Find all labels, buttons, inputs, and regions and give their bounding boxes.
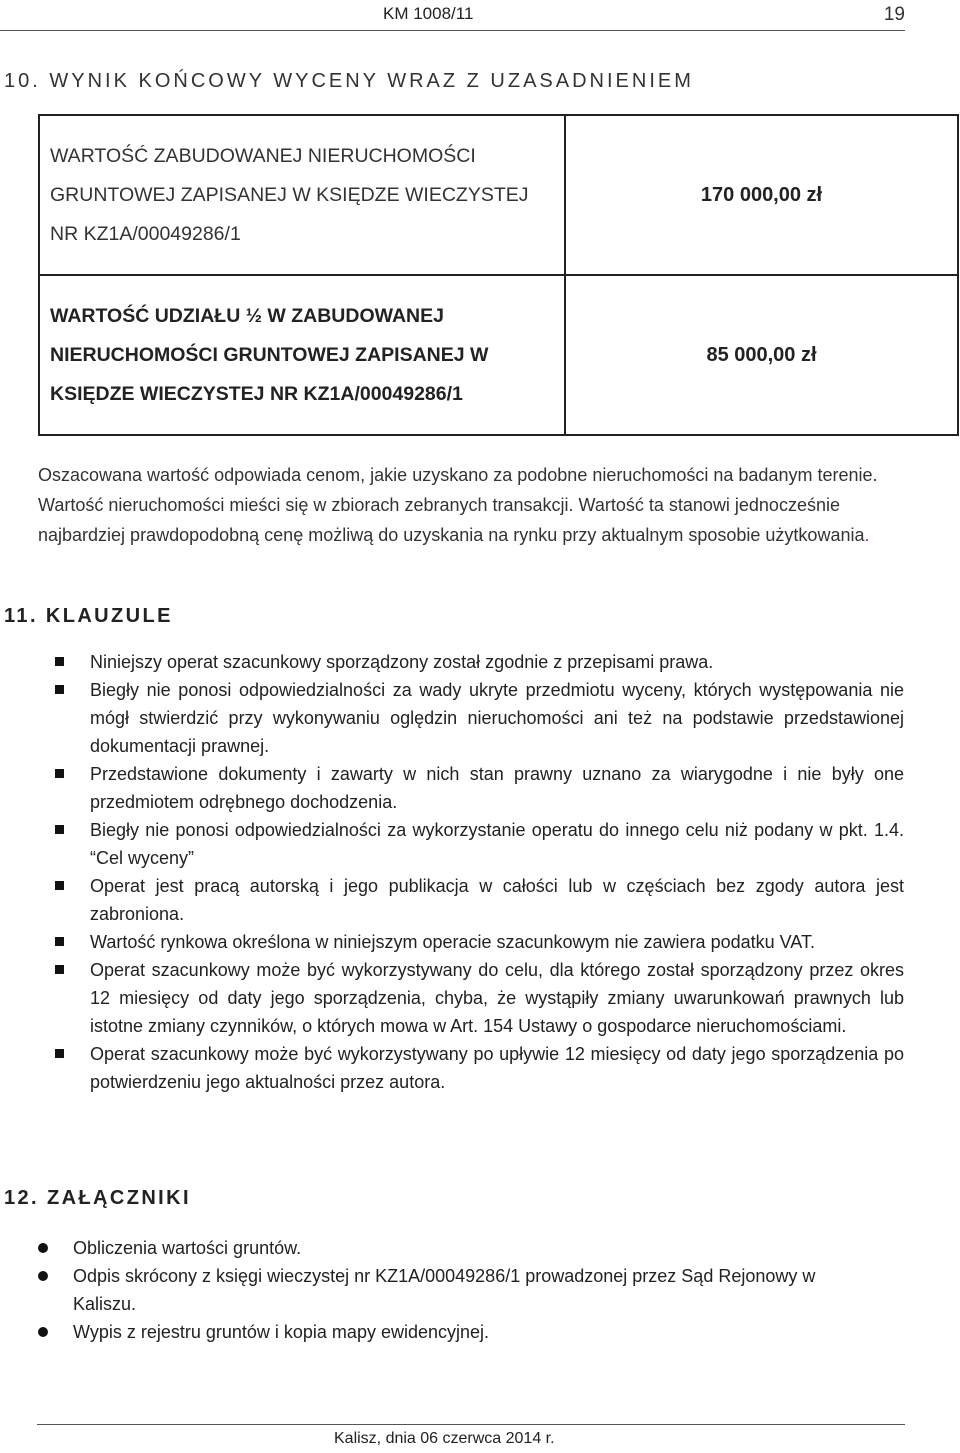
table-row xyxy=(39,115,958,275)
square-bullet-icon xyxy=(55,657,64,666)
section-10-heading xyxy=(4,70,694,93)
valuation-label: WARTOŚĆ ZABUDOWANEJ NIERUCHOMOŚCI GRUNTOWEJ ZAPISANEJ W KSIĘDZE WIECZYSTEJ NR KZ1A/00049286/1 xyxy=(39,115,565,275)
justification-text: Oszacowana wartość odpowiada cenom, jakie uzyskano za podobne nieruchomości na badanym terenie. Wartość nieruchomości mieści się w zbiorach zebranych transakcji. Wartość ta stanowi jednocześnie najbardziej prawdopodobną cenę możliwą do uzyskania na rynku przy aktualnym sposobie użytkowania xyxy=(38,465,878,545)
section-11-heading: 11. KLAUZULE xyxy=(4,605,173,627)
square-bullet-icon xyxy=(55,769,64,778)
list-item xyxy=(34,1318,854,1346)
clause-text: Biegły nie ponosi odpowiedzialności za wykorzystanie operatu do innego celu niż podany w pkt. 1.4. “Cel wyceny” xyxy=(90,820,904,868)
valuation-amount: 170 000,00 zł xyxy=(565,115,958,275)
round-bullet-icon xyxy=(38,1243,48,1253)
document-reference: KM 1008/11 xyxy=(383,4,474,23)
list-item xyxy=(52,1040,904,1096)
attachment-text: Odpis skrócony z księgi wieczystej nr KZ1A/00049286/1 prowadzonej przez Sąd Rejonowy w Kaliszu. xyxy=(73,1266,816,1314)
clause-text: Operat jest pracą autorską i jego publikacja w całości lub w częściach bez zgody autora jest zabroniona. xyxy=(90,876,904,924)
square-bullet-icon xyxy=(55,937,64,946)
clause-text: Operat szacunkowy może być wykorzystywany do celu, dla którego został sporządzony przez okres 12 miesięcy od daty jego sporządzenia, chyba, że wystąpiły zmiany uwarunkowań prawnych lub istotne zmiany czynników, o których mowa w Art. 154 Ustawy o gospodarce nieruchomościami. xyxy=(90,960,904,1036)
section-12-heading: 12. ZAŁĄCZNIKI xyxy=(4,1187,191,1209)
valuation-table xyxy=(38,114,959,436)
round-bullet-icon xyxy=(38,1327,48,1337)
attachment-text: Wypis z rejestru gruntów i kopia mapy ewidencyjnej. xyxy=(73,1322,490,1342)
list-item xyxy=(34,1262,854,1318)
list-item xyxy=(52,956,904,1040)
list-item xyxy=(52,816,904,872)
page-number: 19 xyxy=(883,4,905,25)
section-10-number: 10. xyxy=(4,70,41,92)
square-bullet-icon xyxy=(55,685,64,694)
clause-text: Przedstawione dokumenty i zawarty w nich stan prawny uznano za wiarygodne i nie były one przedmiotem odrębnego dochodzenia. xyxy=(90,764,904,812)
justification-paragraph xyxy=(38,460,913,550)
footer-divider xyxy=(37,1424,905,1425)
footer-date: Kalisz, dnia 06 czerwca 2014 r. xyxy=(334,1430,555,1447)
clause-text: Wartość rynkowa określona w niniejszym operacie szacunkowym nie zawiera podatku VAT. xyxy=(90,932,815,952)
square-bullet-icon xyxy=(55,881,64,890)
paragraph-end-mark: . xyxy=(864,525,870,545)
valuation-amount: 85 000,00 zł xyxy=(565,275,958,435)
section-10-title: WYNIK KOŃCOWY WYCENY WRAZ Z UZASADNIENIEM xyxy=(49,70,694,92)
list-item xyxy=(52,928,904,956)
attachment-text: Obliczenia wartości gruntów. xyxy=(73,1238,302,1258)
round-bullet-icon xyxy=(38,1271,48,1281)
page-header xyxy=(0,0,905,31)
square-bullet-icon xyxy=(55,1049,64,1058)
clauses-list xyxy=(52,648,904,1096)
list-item xyxy=(52,676,904,760)
clause-text: Operat szacunkowy może być wykorzystywany po upływie 12 miesięcy od daty jego sporządzenia po potwierdzeniu jego aktualności przez autora. xyxy=(90,1044,904,1092)
clause-text: Biegły nie ponosi odpowiedzialności za wady ukryte przedmiotu wyceny, których występowania nie mógł stwierdzić przy wykonywaniu oględzin nieruchomości ani też na podstawie przedstawionej dokumentacji prawnej. xyxy=(90,680,904,756)
attachments-list xyxy=(34,1234,854,1346)
square-bullet-icon xyxy=(55,825,64,834)
valuation-label: WARTOŚĆ UDZIAŁU ½ W ZABUDOWANEJ NIERUCHOMOŚCI GRUNTOWEJ ZAPISANEJ W KSIĘDZE WIECZYSTEJ NR KZ1A/00049286/1 xyxy=(39,275,565,435)
list-item xyxy=(52,760,904,816)
table-row xyxy=(39,275,958,435)
square-bullet-icon xyxy=(55,965,64,974)
list-item xyxy=(52,872,904,928)
list-item xyxy=(34,1234,854,1262)
list-item xyxy=(52,648,904,676)
clause-text: Niniejszy operat szacunkowy sporządzony został zgodnie z przepisami prawa. xyxy=(90,652,714,672)
